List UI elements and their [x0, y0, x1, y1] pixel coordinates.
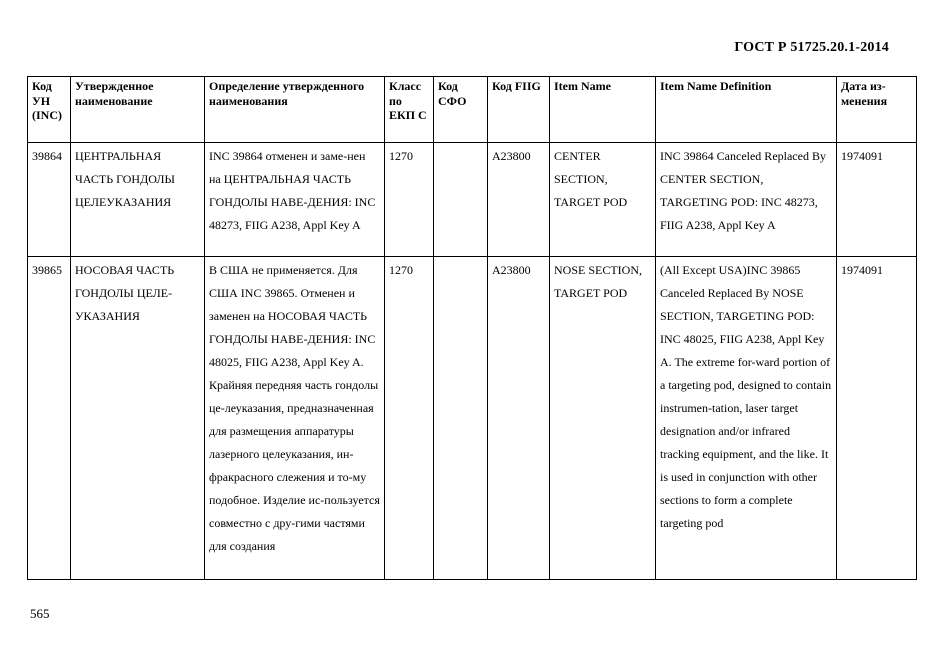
- cell-definition: В США не применяется. Для США INC 39865. Отменен и заменен на НОСОВАЯ ЧАСТЬ ГОНДОЛЫ НАВЕ-ДЕНИЯ: INC 48025, FIIG A238, Appl Key A. Крайняя передняя часть гондолы це-леуказания, предназначенная для размещения аппаратуры лазерного целеуказания, ин-фракрасного слежения и то-му подобное. Изделие ис-пользуется совместно с дру-гими частями для создания: [205, 257, 385, 580]
- cell-sfo: [434, 143, 488, 257]
- cell-inc: 39865: [28, 257, 71, 580]
- cell-item-name: CENTER SECTION, TARGET POD: [550, 143, 656, 257]
- cell-inc: 39864: [28, 143, 71, 257]
- cell-approved-name: НОСОВАЯ ЧАСТЬ ГОНДОЛЫ ЦЕЛЕ-УКАЗАНИЯ: [71, 257, 205, 580]
- cell-change-date: 1974091: [837, 143, 917, 257]
- catalog-table: [27, 76, 917, 580]
- table-row: [28, 257, 917, 580]
- col-header-item-definition: Item Name Definition: [656, 77, 837, 143]
- col-header-item-name: Item Name: [550, 77, 656, 143]
- cell-item-definition: INC 39864 Canceled Replaced By CENTER SECTION, TARGETING POD: INC 48273, FIIG A238, Appl Key A: [656, 143, 837, 257]
- cell-fiig: A23800: [488, 143, 550, 257]
- document-code: ГОСТ Р 51725.20.1-2014: [734, 40, 889, 55]
- cell-class: 1270: [385, 257, 434, 580]
- table-row: [28, 143, 917, 257]
- col-header-fiig: Код FIIG: [488, 77, 550, 143]
- col-header-definition: Определение утвержденного наименования: [205, 77, 385, 143]
- col-header-inc: Код УН (INC): [28, 77, 71, 143]
- cell-item-definition: (All Except USA)INC 39865 Canceled Replaced By NOSE SECTION, TARGETING POD: INC 48025, FIIG A238, Appl Key A. The extreme for-ward portion of a targeting pod, designed to contain instrumen-tation, laser target designation and/or infrared tracking equipment, and the like. It is used in conjunction with other sections to form a complete targeting pod: [656, 257, 837, 580]
- cell-change-date: 1974091: [837, 257, 917, 580]
- cell-approved-name: ЦЕНТРАЛЬНАЯ ЧАСТЬ ГОНДОЛЫ ЦЕЛЕУКАЗАНИЯ: [71, 143, 205, 257]
- cell-fiig: A23800: [488, 257, 550, 580]
- col-header-class: Класс по ЕКП С: [385, 77, 434, 143]
- table-header-row: [28, 77, 917, 143]
- col-header-change-date: Дата из-менения: [837, 77, 917, 143]
- cell-sfo: [434, 257, 488, 580]
- page-number: 565: [30, 606, 50, 621]
- col-header-sfo: Код СФО: [434, 77, 488, 143]
- col-header-approved-name: Утвержденное наименование: [71, 77, 205, 143]
- cell-class: 1270: [385, 143, 434, 257]
- cell-item-name: NOSE SECTION, TARGET POD: [550, 257, 656, 580]
- cell-definition: INC 39864 отменен и заме-нен на ЦЕНТРАЛЬНАЯ ЧАСТЬ ГОНДОЛЫ НАВЕ-ДЕНИЯ: INC 48273, FIIG A238, Appl Key A: [205, 143, 385, 257]
